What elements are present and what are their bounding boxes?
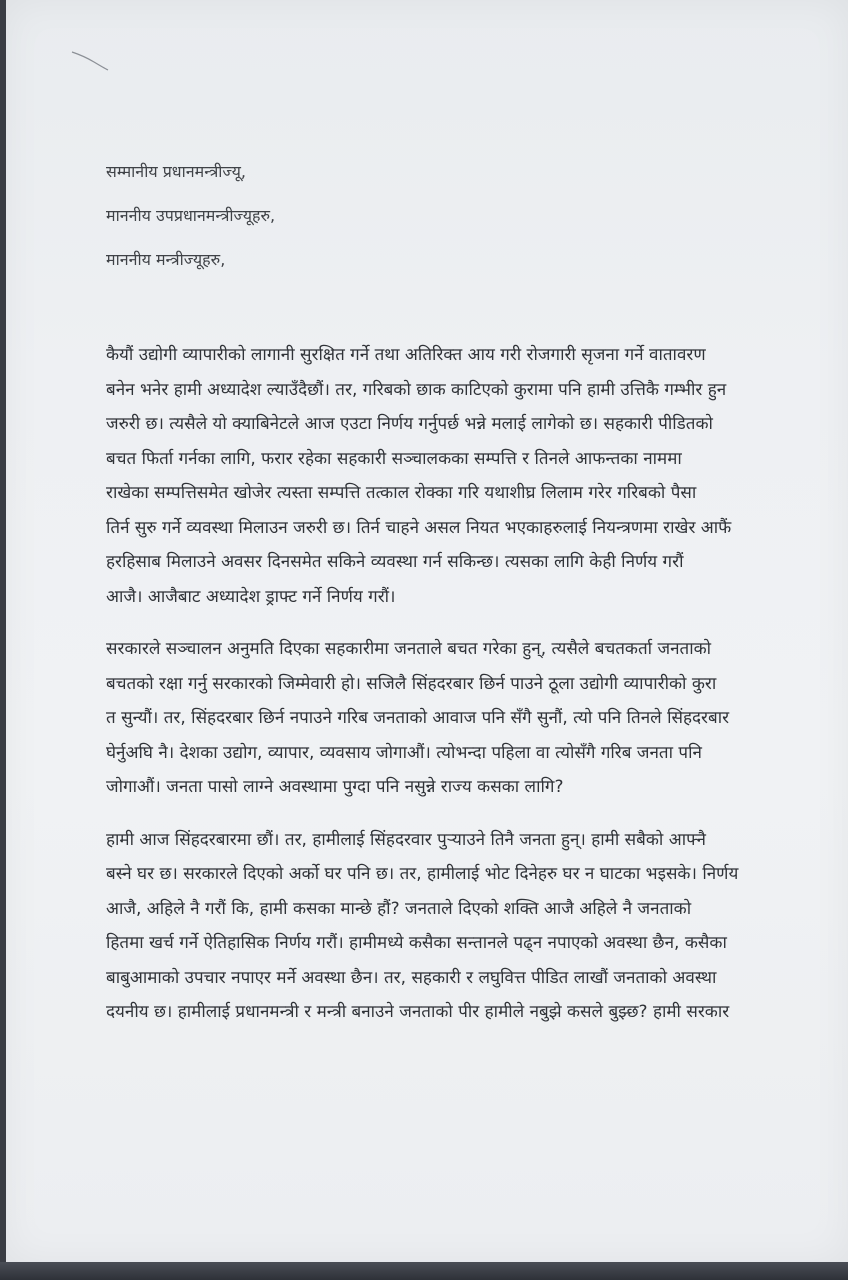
text-line: बचत फिर्ता गर्नका लागि, फरार रहेका सहकारी सञ्चालकका सम्पत्ति र तिनले आफन्तका नाममा [106,448,682,469]
text-line: सरकारले सञ्चालन अनुमति दिएका सहकारीमा जनताले बचत गरेका हुन्, त्यसैले बचतकर्ता जनताको [106,639,712,659]
text-line: हरहिसाब मिलाउने अवसर दिनसमेत सकिने व्यवस्था गर्न सकिन्छ। त्यसका लागि केही निर्णय गरौं [106,552,684,572]
salutation-block [106,150,746,282]
desk-surface [0,1262,848,1280]
letter-page [6,0,848,1262]
text-line: बाबुआमाको उपचार नपाएर मर्ने अवस्था छैन। तर, सहकारी र लघुवित्त पीडित लाखौं जनताको अवस्था [106,967,717,988]
text-line: हामी आज सिंहदरबारमा छौं। तर, हामीलाई सिंहदरवार पुर्‍याउने तिनै जनता हुन्। हामी सबैको आफ्नै [106,829,706,850]
text-line: बनेन भनेर हामी अध्यादेश ल्याउँदैछौं। तर, गरिबको छाक काटिएको कुरामा पनि हामी उत्तिकै गम्भीर हुन [106,379,727,400]
text-line: जोगाऔं। जनता पासो लाग्ने अवस्थामा पुग्दा पनि नसुन्ने राज्य कसका लागि? [106,777,564,797]
text-line: त सुन्यौं। तर, सिंहदरबार छिर्न नपाउने गरिब जनताको आवाज पनि सँगै सुनौं, त्यो पनि तिनले सिंहदरबार [106,708,730,728]
letter-body [106,338,828,1048]
paragraph [106,823,828,1030]
text-line: बस्ने घर छ। सरकारले दिएको अर्को घर पनि छ। तर, हामीलाई भोट दिनेहरु घर न घाटका भइसके। निर्णय [106,864,739,884]
text-line: हितमा खर्च गर्ने ऐतिहासिक निर्णय गरौं। हामीमध्ये कसैका सन्तानले पढ्न नपाएको अवस्था छैन, कसैका [106,933,727,953]
text-line: आजै। आजैबाट अध्यादेश ड्राफ्ट गर्ने निर्णय गरौं। [106,586,396,607]
text-line: राखेका सम्पत्तिसमेत खोजेर त्यस्ता सम्पत्ति तत्काल रोक्का गरि यथाशीघ्र लिलाम गरेर गरिबको पैसा [106,483,697,503]
salutation-line: सम्मानीय प्रधानमन्त्रीज्यू, [106,162,246,181]
text-line: आजै, अहिले नै गरौं कि, हामी कसका मान्छे हौं? जनताले दिएको शक्ति आजै अहिले नै जनताको [106,898,692,919]
text-line: दयनीय छ। हामीलाई प्रधानमन्त्री र मन्त्री बनाउने जनताको पीर हामीले नबुझे कसले बुझ्छ? हामी सरकार [106,1002,730,1022]
text-line: बचतको रक्षा गर्नु सरकारको जिम्मेवारी हो। सजिलै सिंहदरबार छिर्न पाउने ठूला उद्योगी व्यापारीको कुरा [106,673,717,694]
pen-mark-icon [70,48,110,72]
paragraph [106,632,828,805]
salutation-line: माननीय मन्त्रीज्यूहरु, [106,250,226,269]
text-line: तिर्न सुरु गर्ने व्यवस्था मिलाउन जरुरी छ। तिर्न चाहने असल नियत भएकाहरुलाई नियन्त्रणमा राखेर आफैं [106,517,732,538]
text-line: घेर्नुअघि नै। देशका उद्योग, व्यापार, व्यवसाय जोगाऔं। त्योभन्दा पहिला वा त्योसँगै गरिब जनता पनि [106,742,702,763]
text-line: जरुरी छ। त्यसैले यो क्याबिनेटले आज एउटा निर्णय गर्नुपर्छ भन्ने मलाई लागेको छ। सहकारी पीडितको [106,414,713,434]
salutation-line: माननीय उपप्रधानमन्त्रीज्यूहरु, [106,206,276,225]
paragraph [106,338,828,614]
text-line: कैयौं उद्योगी व्यापारीको लागानी सुरक्षित गर्ने तथा अतिरिक्त आय गरी रोजगारी सृजना गर्ने वातावरण [106,345,706,365]
